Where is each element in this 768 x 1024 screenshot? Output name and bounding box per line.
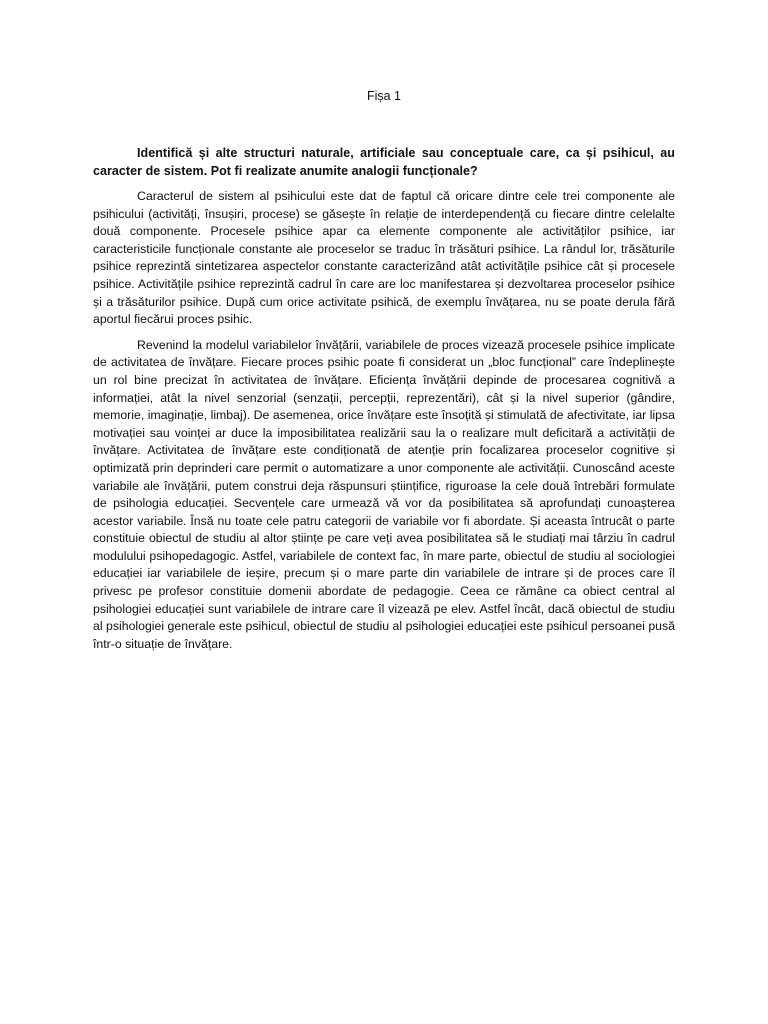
paragraph-1: Caracterul de sistem al psihicului este dat de faptul că oricare dintre cele trei componente ale psihicului (activități, însușiri, procese) se găsește în relație de interdependență cu fiecare dintre celelalte două componente. Procesele psihice apar ca elemente componente ale activităților psihice, iar caracteristicile funcționale constante ale proceselor se traduc în trăsături psihice. La rândul lor, trăsăturile psihice reprezintă sintetizarea aspectelor constante caracterizând atât activitățile psihice cât și procesele psihice. Activitățile psihice reprezintă cadrul în care are loc manifestarea și dezvoltarea proceselor psihice și a trăsăturilor psihice. După cum orice activitate psihică, de exemplu învățarea, nu se poate derula fără aportul fiecărui proces psihic. bbox=[93, 189, 675, 327]
document-title: Fișa 1 bbox=[366, 89, 402, 103]
question-heading: Identifică și alte structuri naturale, artificiale sau conceptuale care, ca și psihicul, au caracter de sistem. Pot fi realizate anumite analogii funcționale? bbox=[93, 146, 675, 178]
document-page bbox=[93, 88, 675, 661]
paragraph-2: Revenind la modelul variabilelor învățării, variabilele de proces vizează procesele psihice implicate de activitatea de învățare. Fiecare proces psihic poate fi considerat un „bloc funcțional” care îndeplinește un rol bine precizat în activitatea de învățare. Eficiența învățării depinde de procesarea cognitivă a informației, atât la nivel senzorial (senzații, percepții, reprezentări), cât și la nivel superior (gândire, memorie, imaginație, limbaj). De asemenea, orice învățare este însoțită și stimulată de afectivitate, iar lipsa motivației sau voinței ar duce la imposibilitatea realizării sau la o realizare mult deficitară a activității de învățare. Activitatea de învățare este condiționată de atenție prin focalizarea proceselor cognitive și optimizată prin deprinderi care permit o automatizare a unor componente ale activității. Cunoscând aceste variabile ale învățării, putem construi deja răspunsuri științifice, riguroase la cele două întrebări formulate de psihologia educației. Secvențele care urmează vă vor da posibilitatea să aprofundați cunoașterea acestor variabile. Însă nu toate cele patru categorii de variabile vor fi abordate. Și aceasta întrucât o parte constituie obiectul de studiu al altor științe pe care veți avea posibilitatea să le studiați mai târziu în cadrul modulului psihopedagogic. Astfel, variabilele de context fac, în mare parte, obiectul de studiu al sociologiei educației iar variabilele de ieșire, precum și o mare parte din variabilele de intrare și de proces care îl privesc pe profesor constituie domenii abordate de pedagogie. Ceea ce rămâne ca obiect central al psihologiei educației sunt variabilele de intrare care îl vizează pe elev. Astfel încât, dacă obiectul de studiu al psihologiei generale este psihicul, obiectul de studiu al psihologiei educației este psihicul persoanei pusă într-o situație de învățare. bbox=[93, 337, 675, 651]
